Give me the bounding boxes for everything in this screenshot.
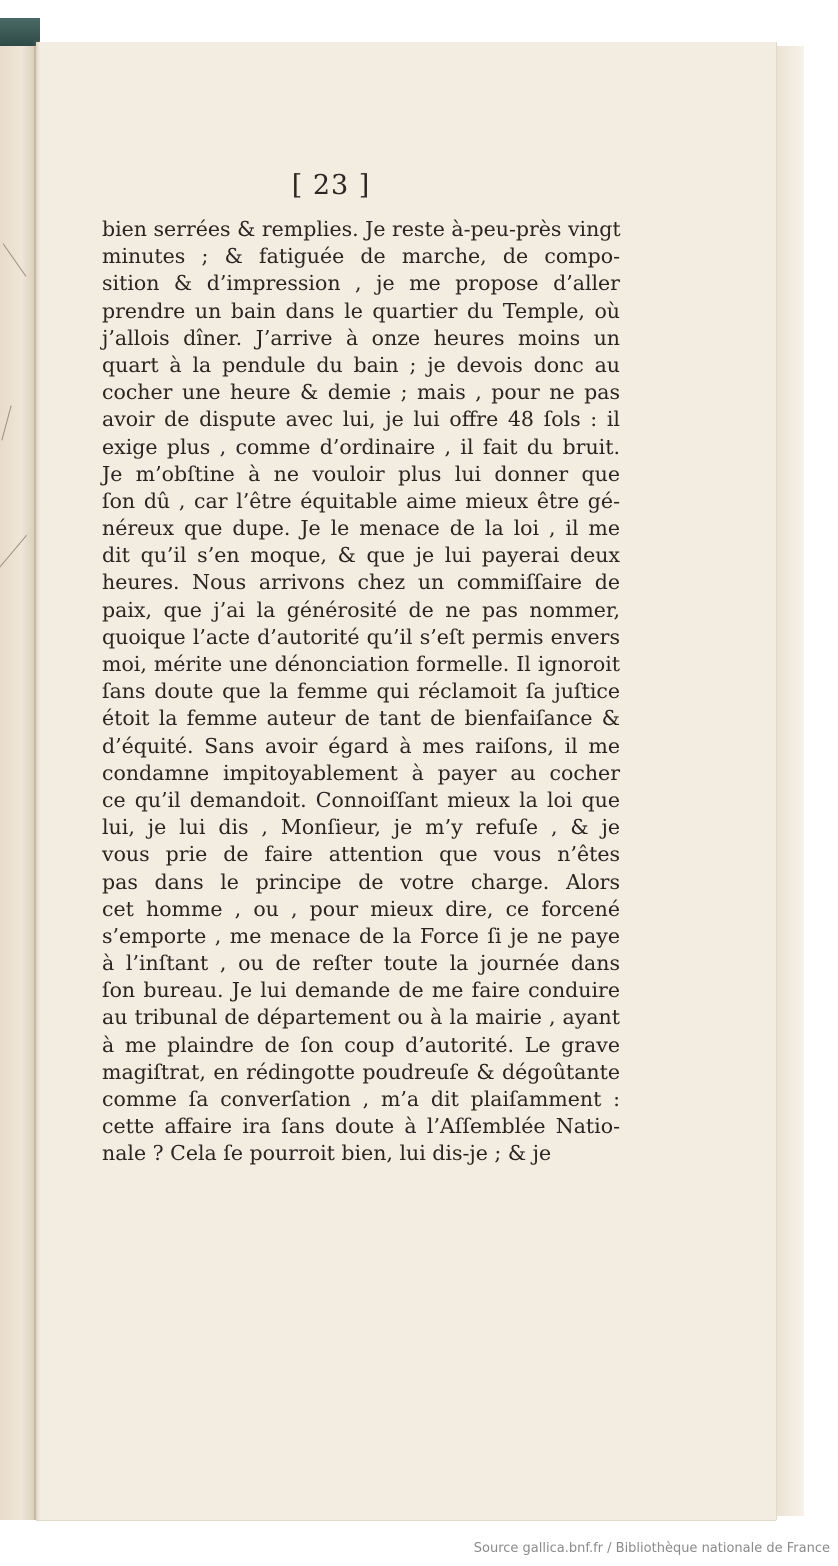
text-line: vous prie de faire attention que vous n’êtes <box>102 842 620 867</box>
text-line: lui, je lui dis , Monſieur, je m’y refuſe , & je <box>102 815 620 840</box>
text-line: quoique l’acte d’autorité qu’il s’eſt permis envers <box>102 624 620 649</box>
text-line: heures. Nous arrivons chez un commiſſaire de <box>102 570 620 595</box>
text-line: sition & d’impression , je me propose d’aller <box>102 271 620 296</box>
text-line: nale ? Cela ſe pourroit bien, lui dis-je ; & je <box>102 1141 552 1166</box>
text-line: Je m’obſtine à ne vouloir plus lui donner que <box>102 461 620 486</box>
text-line: s’emporte , me menace de la Force ſi je ne paye <box>102 923 620 948</box>
text-line: paix, que j’ai la générosité de ne pas nommer, <box>102 597 620 622</box>
text-line: ſon dû , car l’être équitable aime mieux être gé- <box>102 488 620 513</box>
source-credit: Source gallica.bnf.fr / Bibliothèque nationale de France <box>473 1541 830 1556</box>
text-line: cocher une heure & demie ; mais , pour ne pas <box>102 380 620 405</box>
text-line: ce qu’il demandoit. Connoiſſant mieux la loi que <box>102 787 620 812</box>
gutter-shadow <box>34 40 40 1520</box>
text-line: cet homme , ou , pour mieux dire, ce forcené <box>102 896 620 921</box>
text-line: quart à la pendule du bain ; je devois donc au <box>102 352 620 377</box>
text-line: d’équité. Sans avoir égard à mes raiſons, il me <box>102 733 620 758</box>
text-line: au tribunal de département ou à la mairie , ayant <box>102 1005 620 1030</box>
text-line: bien serrées & remplies. Je reste à-peu-près vingt <box>102 217 621 241</box>
text-line: moi, mérite une dénonciation formelle. Il ignoroit <box>102 652 620 676</box>
text-line: ſon bureau. Je lui demande de me faire conduire <box>102 978 620 1003</box>
text-line: comme ſa converſation , m’a dit plaiſamment : <box>102 1087 620 1111</box>
page-text <box>102 216 620 1168</box>
text-line: minutes ; & fatiguée de marche, de compo- <box>102 244 620 269</box>
text-line: étoit la femme auteur de tant de bienfaiſance & <box>102 706 620 731</box>
page-fore-edge <box>776 46 804 1516</box>
book-page <box>36 42 776 1520</box>
text-line: pas dans le principe de votre charge. Alors <box>102 869 620 894</box>
text-line: j’allois dîner. J’arrive à onze heures moins un <box>102 325 620 350</box>
text-line: à l’inſtant , ou de reſter toute la journée dans <box>102 951 620 976</box>
page-number: [ 23 ] <box>291 170 371 201</box>
text-line: ſans doute que la femme qui réclamoit ſa juſtice <box>102 679 620 704</box>
facing-page-edge <box>0 30 36 1520</box>
text-line: cette affaire ira ſans doute à l’Aſſemblée Natio- <box>102 1114 620 1139</box>
text-line: dit qu’il s’en moque, & que je lui payerai deux <box>102 543 620 568</box>
text-line: à me plaindre de ſon coup d’autorité. Le grave <box>102 1032 620 1057</box>
text-line: avoir de dispute avec lui, je lui offre 48 ſols : il <box>102 407 620 432</box>
text-line: exige plus , comme d’ordinaire , il fait du bruit. <box>102 434 620 459</box>
text-line: condamne impitoyablement à payer au cocher <box>102 760 620 785</box>
text-line: néreux que dupe. Je le menace de la loi , il me <box>102 516 620 541</box>
text-line: prendre un bain dans le quartier du Temple, où <box>102 298 620 323</box>
text-line: magiſtrat, en rédingotte poudreuſe & dégoûtante <box>102 1059 620 1084</box>
